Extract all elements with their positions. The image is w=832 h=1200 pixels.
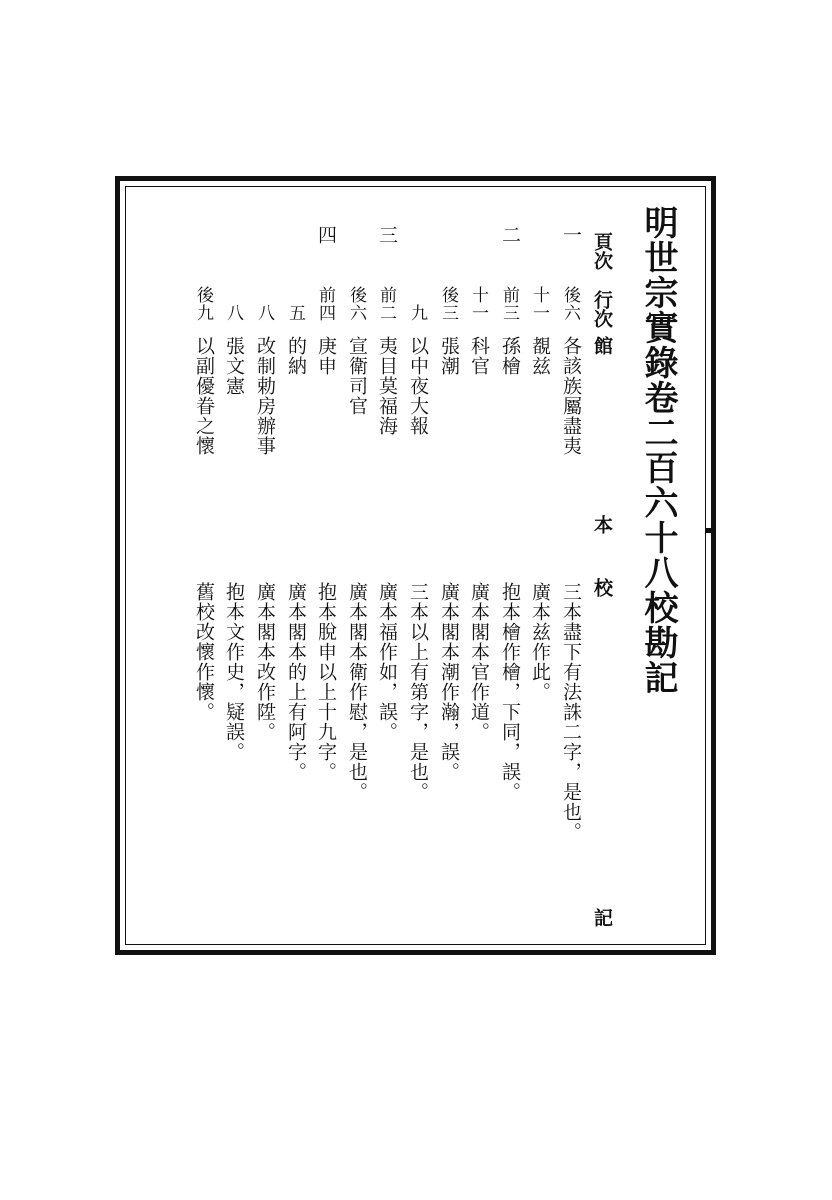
entry-main-text: 張文憲 — [223, 336, 245, 396]
entry-collation-note: 廣本閣本的上有阿字。 — [285, 582, 307, 782]
entry-collation-note: 廣本福作如，誤。 — [376, 582, 398, 742]
entry-collation-note: 廣本閣本潮作瀚，誤。 — [438, 582, 460, 782]
entry-main-text: 覩兹 — [529, 336, 551, 376]
entry-line-number: 前二 — [376, 286, 396, 322]
header-variant: 校 — [591, 578, 613, 597]
header-library-main: 館 — [591, 336, 613, 355]
entry-main-text: 以副優眷之懷 — [193, 336, 215, 456]
header-line-row: 行次 — [591, 290, 613, 328]
entry-main-text: 各該族屬盡夷 — [560, 336, 582, 456]
entry-line-number: 九 — [407, 304, 427, 322]
document-title: 明世宗實錄卷二百六十八校勘記 — [638, 205, 678, 695]
entry-page-number: 二 — [499, 225, 521, 245]
entry-collation-note: 抱本文作史，疑誤。 — [223, 582, 245, 762]
entry-line-number: 後六 — [346, 286, 366, 322]
entry-line-number: 八 — [223, 304, 243, 322]
entry-collation-note: 廣本閣本官作道。 — [468, 582, 490, 742]
entry-page-number: 三 — [376, 225, 398, 245]
entry-page-number: 四 — [315, 225, 337, 245]
entry-line-number: 後六 — [560, 286, 580, 322]
entry-main-text: 的納 — [285, 336, 307, 376]
margin-mark — [706, 528, 714, 533]
entry-line-number: 十一 — [529, 286, 549, 322]
entry-collation-note: 三本以上有第字，是也。 — [407, 582, 429, 802]
entry-page-number: 一 — [560, 225, 582, 245]
entry-main-text: 科官 — [468, 336, 490, 376]
entry-main-text: 孫檜 — [499, 336, 521, 376]
entry-line-number: 八 — [254, 304, 274, 322]
entry-collation-note: 廣本閣本衛作慰，是也。 — [346, 582, 368, 802]
entry-collation-note: 三本盡下有法誅二字，是也。 — [560, 582, 582, 842]
entry-line-number: 前三 — [499, 286, 519, 322]
entry-line-number: 後三 — [438, 286, 458, 322]
header-edition-main: 本 — [591, 515, 613, 534]
entry-collation-note: 舊校改懷作懷。 — [193, 582, 215, 722]
entry-main-text: 夷目莫福海 — [376, 336, 398, 436]
entry-line-number: 前四 — [315, 286, 335, 322]
header-notes: 記 — [591, 908, 613, 927]
entry-main-text: 宣衛司官 — [346, 336, 368, 416]
entry-collation-note: 廣本閣本改作陞。 — [254, 582, 276, 742]
entry-main-text: 庚申 — [315, 336, 337, 376]
entry-collation-note: 抱本脫申以上十九字。 — [315, 582, 337, 782]
entry-main-text: 張潮 — [438, 336, 460, 376]
entry-line-number: 後九 — [193, 286, 213, 322]
entry-collation-note: 抱本檜作檜，下同，誤。 — [499, 582, 521, 802]
entry-collation-note: 廣本兹作此。 — [529, 582, 551, 702]
header-page-row: 頁次 — [591, 232, 613, 270]
entry-line-number: 十一 — [468, 286, 488, 322]
entry-main-text: 以中夜大報 — [407, 336, 429, 436]
entry-main-text: 改制勅房辦事 — [254, 336, 276, 456]
entry-line-number: 五 — [285, 304, 305, 322]
